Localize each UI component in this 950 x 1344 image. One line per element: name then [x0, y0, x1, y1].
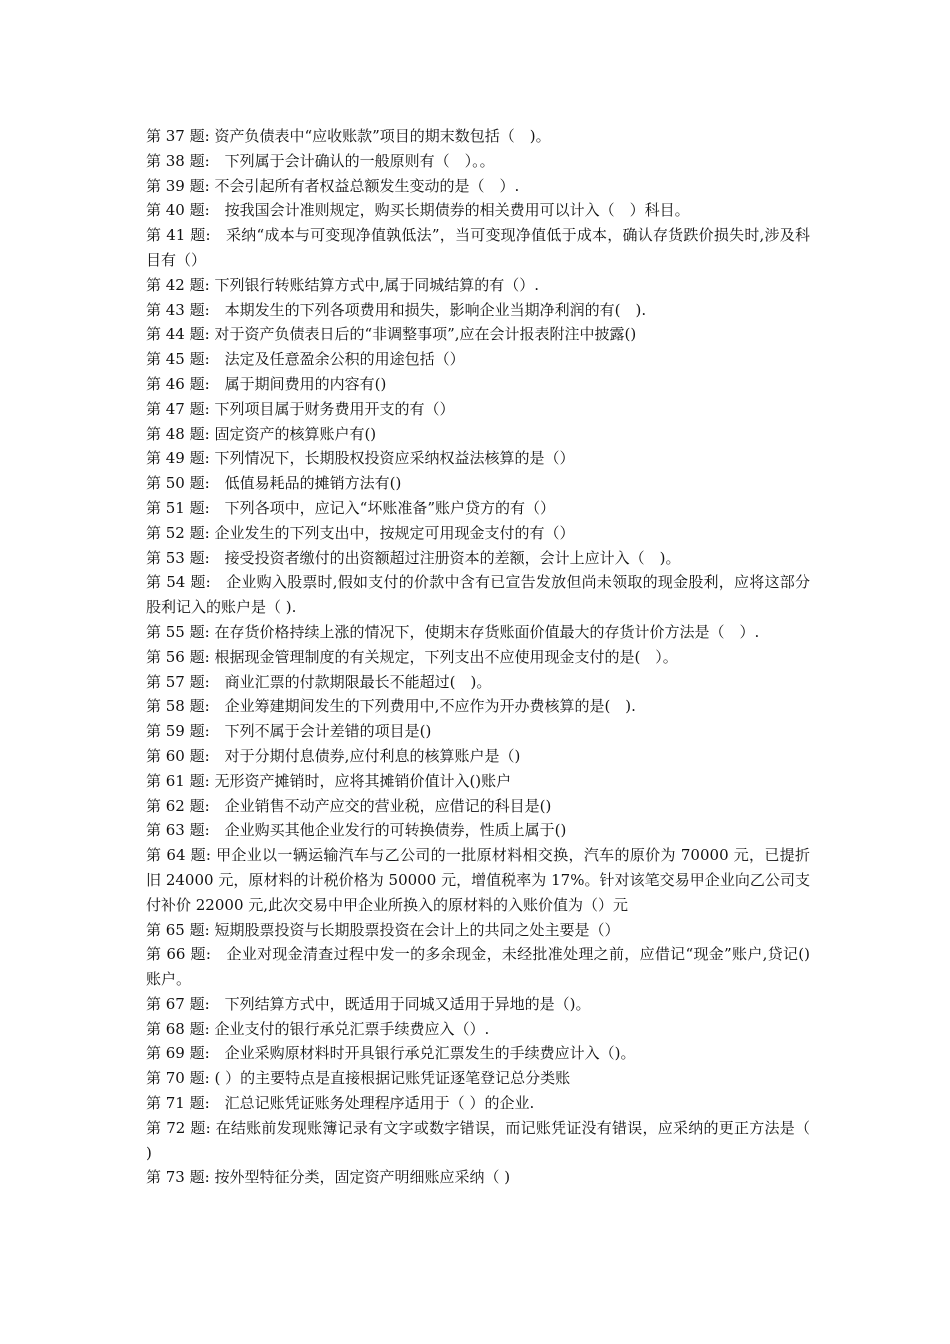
question-44: 第 44 题: 对于资产负债表日后的“非调整事项”,应在会计报表附注中披露()	[146, 325, 637, 344]
question-64: 第 64 题: 甲企业以一辆运输汽车与乙公司的一批原材料相交换，汽车的原价为 70000 元，已提折旧 24000 元，原材料的计税价格为 50000 元，增值税率为 17%。针对该笔交易甲企业向乙公司支付补价 22000 元,此次交易中甲企业所换入的原材料的入账价值为（）元	[146, 846, 810, 914]
question-38: 第 38 题: 下列属于会计确认的一般原则有（ ）。。	[146, 151, 495, 170]
question-51: 第 51 题: 下列各项中，应记入“坏账准备”账户贷方的有（）	[146, 498, 556, 517]
question-72: 第 72 题: 在结账前发现账簿记录有文字或数字错误，而记账凭证没有错误，应采纳的更正方法是（ )	[146, 1118, 815, 1162]
question-59: 第 59 题: 下列不属于会计差错的项目是()	[146, 722, 432, 741]
question-60: 第 60 题: 对于分期付息债券,应付利息的核算账户是（)	[146, 746, 521, 765]
question-69: 第 69 题: 企业采购原材料时开具银行承兑汇票发生的手续费应计入（)。	[146, 1044, 636, 1063]
question-57: 第 57 题: 商业汇票的付款期限最长不能超过( )。	[146, 672, 492, 691]
question-53: 第 53 题: 接受投资者缴付的出资额超过注册资本的差额，会计上应计入（ )。	[146, 548, 681, 567]
question-56: 第 56 题: 根据现金管理制度的有关规定，下列支出不应使用现金支付的是( ）。	[146, 647, 678, 666]
question-54: 第 54 题: 企业购入股票时,假如支付的价款中含有已宣告发放但尚未领取的现金股利，应将这部分股利记入的账户是（ ).	[146, 573, 810, 617]
question-67: 第 67 题: 下列结算方式中，既适用于同城又适用于异地的是（)。	[146, 994, 591, 1013]
question-66: 第 66 题: 企业对现金清查过程中发一的多余现金，未经批准处理之前，应借记“现金”账户,贷记() 账户。	[146, 945, 815, 989]
question-43: 第 43 题: 本期发生的下列各项费用和损失，影响企业当期净利润的有( ).	[146, 300, 647, 319]
question-73: 第 73 题: 按外型特征分类，固定资产明细账应采纳（ )	[146, 1168, 511, 1187]
question-62: 第 62 题: 企业销售不动产应交的营业税，应借记的科目是()	[146, 796, 552, 815]
question-70: 第 70 题: ( ）的主要特点是直接根据记账凭证逐笔登记总分类账	[146, 1069, 571, 1088]
question-63: 第 63 题: 企业购买其他企业发行的可转换债券，性质上属于()	[146, 821, 567, 840]
question-39: 第 39 题: 不会引起所有者权益总额发生变动的是（ ）.	[146, 176, 520, 195]
question-50: 第 50 题: 低值易耗品的摊销方法有()	[146, 474, 402, 493]
question-71: 第 71 题: 汇总记账凭证账务处理程序适用于（ ）的企业.	[146, 1094, 535, 1113]
question-52: 第 52 题: 企业发生的下列支出中，按规定可用现金支付的有（）	[146, 523, 575, 542]
question-41: 第 41 题: 采纳“成本与可变现净值孰低法”，当可变现净值低于成本，确认存货跌价损失时,涉及科目有（）	[146, 226, 810, 269]
question-61: 第 61 题: 无形资产摊销时，应将其摊销价值计入()账户	[146, 771, 512, 790]
question-68: 第 68 题: 企业支付的银行承兑汇票手续费应入（）.	[146, 1019, 490, 1038]
question-42: 第 42 题: 下列银行转账结算方式中,属于同城结算的有（）.	[146, 275, 539, 294]
question-58: 第 58 题: 企业筹建期间发生的下列费用中,不应作为开办费核算的是( ).	[146, 697, 636, 716]
question-48: 第 48 题: 固定资产的核算账户有()	[146, 424, 377, 443]
question-65: 第 65 题: 短期股票投资与长期股票投资在会计上的共同之处主要是（）	[146, 920, 620, 939]
question-40: 第 40 题: 按我国会计准则规定，购买长期债券的相关费用可以计入（ ）科目。	[146, 201, 690, 220]
question-55: 第 55 题: 在存货价格持续上涨的情况下，使期末存货账面价值最大的存货计价方法是（ ）.	[146, 622, 760, 641]
question-37: 第 37 题: 资产负债表中“应收账款”项目的期末数包括（ )。	[146, 127, 551, 145]
question-46: 第 46 题: 属于期间费用的内容有()	[146, 374, 387, 393]
question-49: 第 49 题: 下列情况下，长期股权投资应采纳权益法核算的是（）	[146, 449, 575, 468]
document-body	[146, 124, 815, 1190]
question-47: 第 47 题: 下列项目属于财务费用开支的有（）	[146, 399, 455, 418]
question-45: 第 45 题: 法定及任意盈余公积的用途包括（）	[146, 350, 465, 369]
